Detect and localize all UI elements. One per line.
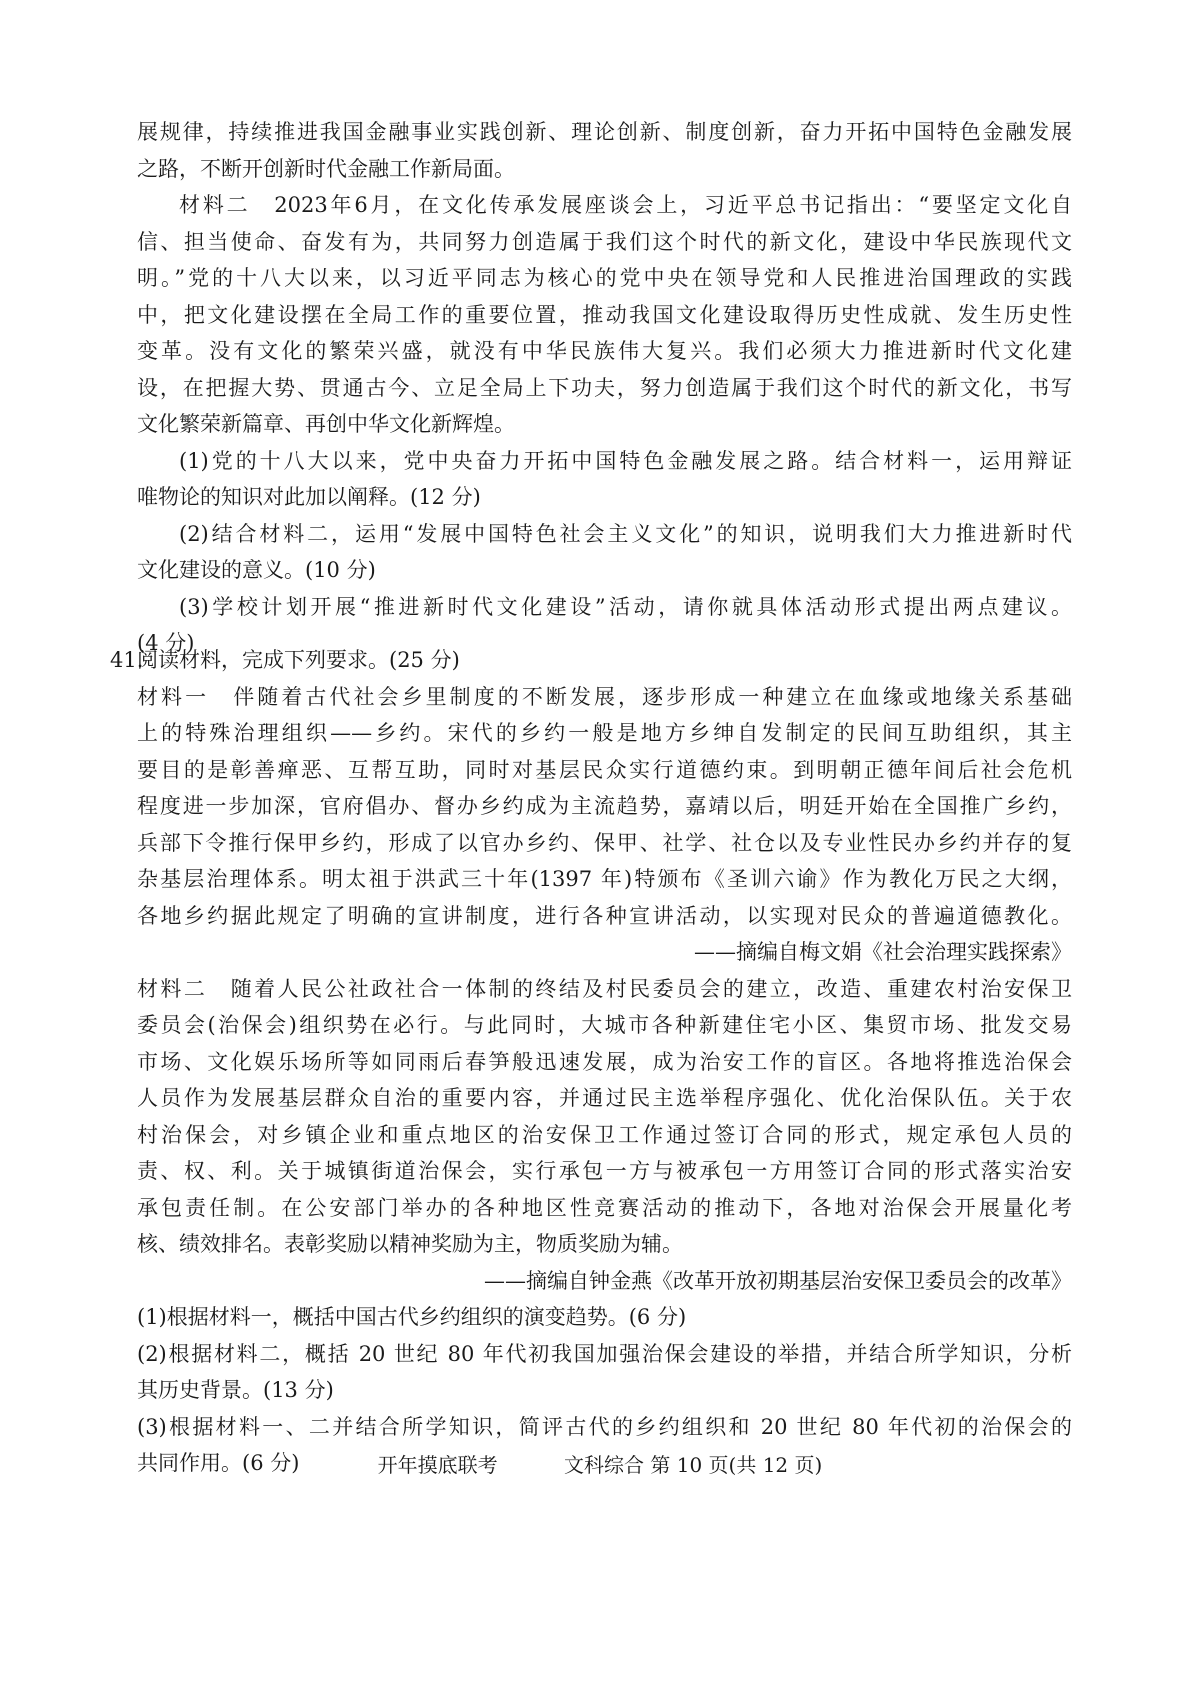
material-1-line: 兵部下令推行保甲乡约，形成了以官办乡约、保甲、社学、社仓以及专业性民办乡约并存的复 — [137, 830, 1072, 855]
material-2-line: 材料二 2023年6月，在文化传承发展座谈会上，习近平总书记指出：“要坚定文化自 — [179, 193, 1072, 217]
sub-question-3: 共同作用。(6 分) — [137, 1451, 300, 1475]
source-citation: ——摘编自梅文娟《社会治理实践探索》 — [694, 940, 1072, 964]
text-line: 展规律，持续推进我国金融事业实践创新、理论创新、制度创新，奋力开拓中国特色金融发展 — [137, 120, 1072, 144]
text-line: 之路，不断开创新时代金融工作新局面。 — [137, 156, 515, 181]
sub-question-2: (2)根据材料二，概括 20 世纪 80 年代初我国加强治保会建设的举措，并结合所学知识，分析 — [137, 1341, 1072, 1366]
sub-question-3: (3)学校计划开展“推进新时代文化建设”活动，请你就具体活动形式提出两点建议。 — [179, 594, 1072, 619]
material-2-line: 明。”党的十八大以来，以习近平同志为核心的党中央在领导党和人民推进治国理政的实践 — [137, 266, 1072, 290]
material-2-line: 委员会(治保会)组织势在必行。与此同时，大城市各种新建住宅小区、集贸市场、批发交易 — [137, 1013, 1072, 1037]
material-1-line: 材料一 伴随着古代社会乡里制度的不断发展，逐步形成一种建立在血缘或地缘关系基础 — [137, 684, 1072, 709]
source-citation: ——摘编自钟金燕《改革开放初期基层治安保卫委员会的改革》 — [484, 1268, 1072, 1293]
material-2-line: 村治保会，对乡镇企业和重点地区的治安保卫工作通过签订合同的形式，规定承包人员的 — [137, 1122, 1072, 1147]
material-1-line: 程度进一步加深，官府倡办、督办乡约成为主流趋势，嘉靖以后，明廷开始在全国推广乡约， — [137, 794, 1072, 818]
material-2-line: 核、绩效排名。表彰奖励以精神奖励为主，物质奖励为辅。 — [137, 1232, 683, 1256]
sub-question-2: (2)结合材料二，运用“发展中国特色社会主义文化”的知识，说明我们大力推进新时代 — [179, 521, 1072, 546]
sub-question-2: 文化建设的意义。(10 分) — [137, 558, 376, 582]
sub-question-3: (3)根据材料一、二并结合所学知识，简评古代的乡约组织和 20 世纪 80 年代初的治保会的 — [137, 1414, 1072, 1439]
material-1-line: 要目的是彰善瘅恶、互帮互助，同时对基层民众实行道德约束。到明朝正德年间后社会危机 — [137, 757, 1072, 782]
material-1-line: 杂基层治理体系。明太祖于洪武三十年(1397 年)特颁布《圣训六谕》作为教化万民之大纲， — [137, 867, 1072, 891]
question-41 — [137, 642, 1072, 1482]
sub-question-1: 唯物论的知识对此加以阐释。(12 分) — [137, 485, 481, 509]
material-2-line: 责、权、利。关于城镇街道治保会，实行承包一方与被承包一方用签订合同的形式落实治安 — [137, 1159, 1072, 1183]
material-2-line: 变革。没有文化的繁荣兴盛，就没有中华民族伟大复兴。我们必须大力推进新时代文化建 — [137, 339, 1072, 363]
material-2-line: 市场、文化娱乐场所等如同雨后春笋般迅速发展，成为治安工作的盲区。各地将推选治保会 — [137, 1049, 1072, 1074]
question-title: 阅读材料，完成下列要求。(25 分) — [137, 648, 460, 672]
question-number: 41. — [110, 648, 144, 672]
material-1-line: 各地乡约据此规定了明确的宣讲制度，进行各种宣讲活动，以实现对民众的普遍道德教化。 — [137, 903, 1072, 928]
material-2-line: 材料二 随着人民公社政社合一体制的终结及村民委员会的建立，改造、重建农村治安保卫 — [137, 976, 1072, 1001]
sub-question-3: (4 分) — [137, 631, 195, 655]
page-footer — [0, 1449, 1200, 1478]
exam-name: 开年摸底联考 — [377, 1453, 498, 1477]
material-2-line: 人员作为发展基层群众自治的重要内容，并通过民主选举程序强化、优化治保队伍。关于农 — [137, 1086, 1072, 1110]
sub-question-1: (1)根据材料一，概括中国古代乡约组织的演变趋势。(6 分) — [137, 1305, 687, 1329]
sub-question-2: 其历史背景。(13 分) — [137, 1378, 334, 1402]
material-2-line: 文化繁荣新篇章、再创中华文化新辉煌。 — [137, 412, 515, 436]
material-2-line: 设，在把握大势、贯通古今、立足全局上下功夫，努力创造属于我们这个时代的新文化，书写 — [137, 375, 1072, 400]
question-40-continuation — [137, 114, 1072, 662]
material-2-line: 信、担当使命、奋发有为，共同努力创造属于我们这个时代的新文化，建设中华民族现代文 — [137, 229, 1072, 254]
material-2-line: 中，把文化建设摆在全局工作的重要位置，推动我国文化建设取得历史性成就、发生历史性 — [137, 302, 1072, 327]
page-number: 文科综合 第 10 页(共 12 页) — [564, 1453, 823, 1477]
sub-question-1: (1)党的十八大以来，党中央奋力开拓中国特色金融发展之路。结合材料一，运用辩证 — [179, 448, 1072, 473]
material-2-line: 承包责任制。在公安部门举办的各种地区性竞赛活动的推动下，各地对治保会开展量化考 — [137, 1195, 1072, 1220]
material-1-line: 上的特殊治理组织——乡约。宋代的乡约一般是地方乡绅自发制定的民间互助组织，其主 — [137, 721, 1072, 745]
